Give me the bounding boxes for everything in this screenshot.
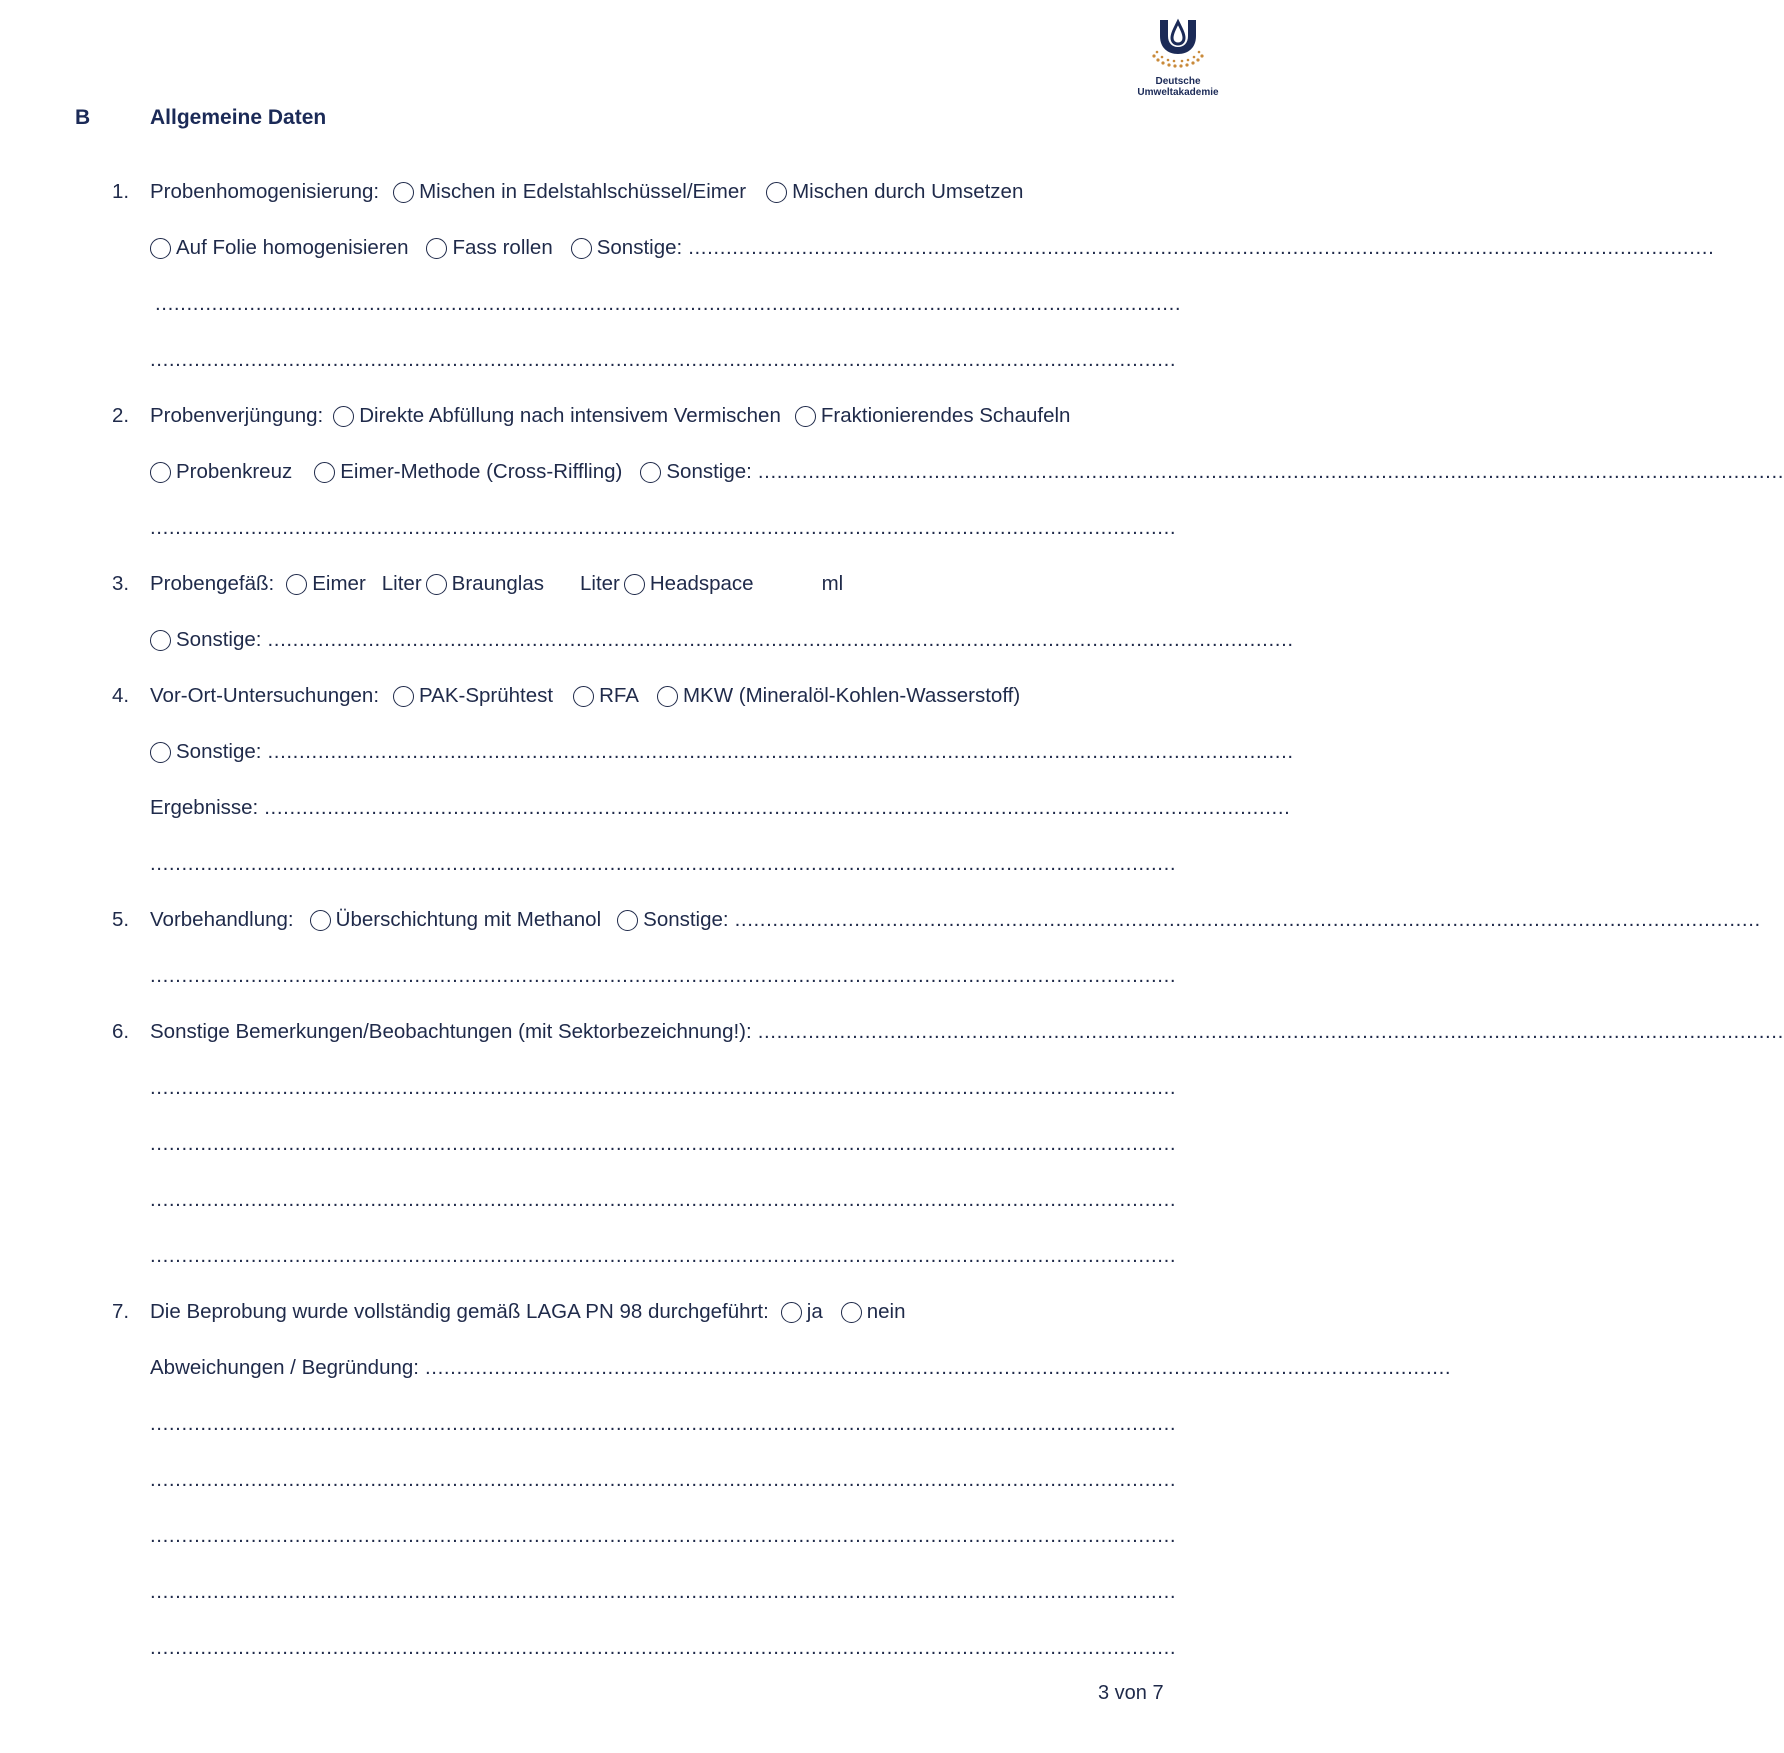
q2-row-2 [150, 460, 1784, 484]
q4-results-input[interactable]: ................................................................................................................................................................... [264, 796, 1291, 819]
radio-icon[interactable] [617, 910, 638, 931]
q3-number: 3. [112, 572, 130, 595]
q3-row-1 [150, 572, 843, 596]
q3-option-braunglas[interactable] [426, 572, 544, 596]
radio-icon[interactable] [426, 238, 447, 259]
q4-sonstige-input[interactable]: ................................................................................................................................................................... [267, 740, 1294, 763]
q4-number: 4. [112, 684, 130, 707]
logo-icon [1148, 14, 1208, 70]
q4-row-1 [150, 684, 1020, 708]
logo [1128, 14, 1228, 98]
q5-sonstige-input[interactable]: ................................................................................................................................................................... [734, 908, 1761, 931]
q6-number: 6. [112, 1020, 130, 1043]
q6-row-1 [150, 1020, 1784, 1044]
logo-text-line1: Deutsche [1155, 76, 1201, 87]
q7-option-ja[interactable] [781, 1300, 823, 1324]
q4-option-rfa[interactable] [573, 684, 639, 708]
q4-row-2 [150, 740, 1294, 764]
q1-option-sonstige[interactable] [571, 236, 682, 260]
q1-row-1 [150, 180, 1023, 204]
q5-label: Vorbehandlung: [150, 908, 294, 931]
q6-fill-line-1[interactable]: ................................................................................................................................................................... [150, 1076, 1177, 1099]
q2-sonstige-input[interactable]: ................................................................................................................................................................... [757, 460, 1784, 483]
radio-icon[interactable] [795, 406, 816, 427]
q2-option-direkt[interactable] [333, 404, 781, 428]
radio-icon[interactable] [150, 462, 171, 483]
radio-icon[interactable] [333, 406, 354, 427]
q1-option-umsetzen-label: Mischen durch Umsetzen [792, 180, 1024, 203]
q3-label: Probengefäß: [150, 572, 275, 595]
radio-icon[interactable] [766, 182, 787, 203]
q6-fill-line-3[interactable]: ................................................................................................................................................................... [150, 1188, 1177, 1211]
q1-option-fass[interactable] [426, 236, 552, 260]
q5-row-1 [150, 908, 1761, 932]
section-letter: B [75, 106, 91, 129]
q4-label: Vor-Ort-Untersuchungen: [150, 684, 380, 707]
q4-option-sonstige-label: Sonstige: [176, 740, 262, 763]
q2-option-eimer[interactable] [314, 460, 622, 484]
q5-number: 5. [112, 908, 130, 931]
q6-fill-line-4[interactable]: ................................................................................................................................................................... [150, 1244, 1177, 1267]
q7-option-nein-label: nein [866, 1300, 906, 1323]
q2-option-schaufeln[interactable] [795, 404, 1071, 428]
q3-option-sonstige-label: Sonstige: [176, 628, 262, 651]
q7-fill-line-3[interactable]: ................................................................................................................................................................... [150, 1524, 1177, 1547]
radio-icon[interactable] [150, 630, 171, 651]
q1-fill-line-2[interactable]: ................................................................................................................................................................... [150, 348, 1177, 371]
q2-row-1 [150, 404, 1070, 428]
q6-fill-line-2[interactable]: ................................................................................................................................................................... [150, 1132, 1177, 1155]
q2-option-sonstige[interactable] [640, 460, 751, 484]
q2-label: Probenverjüngung: [150, 404, 324, 427]
q4-row-3 [150, 796, 1291, 820]
q2-number: 2. [112, 404, 130, 427]
q1-option-sonstige-label: Sonstige: [596, 236, 683, 259]
logo-text-line2: Umweltakademie [1137, 87, 1219, 98]
radio-icon[interactable] [393, 686, 414, 707]
radio-icon[interactable] [310, 910, 331, 931]
q7-deviation-input[interactable]: ................................................................................................................................................................... [424, 1356, 1452, 1379]
q6-input[interactable]: ................................................................................................................................................................... [757, 1020, 1784, 1043]
page-number: 3 von 7 [1098, 1682, 1164, 1704]
q1-option-edelstahl[interactable] [393, 180, 746, 204]
radio-icon[interactable] [841, 1302, 862, 1323]
q7-row-1 [150, 1300, 906, 1324]
q3-row-2 [150, 628, 1294, 652]
q2-option-sonstige-label: Sonstige: [666, 460, 752, 483]
q4-fill-line-1[interactable]: ................................................................................................................................................................... [150, 852, 1177, 875]
q7-deviation-label: Abweichungen / Begründung: [150, 1356, 419, 1379]
q3-option-braunglas-label: Braunglas [451, 572, 544, 595]
radio-icon[interactable] [781, 1302, 802, 1323]
q2-option-eimer-label: Eimer-Methode (Cross-Riffling) [340, 460, 623, 483]
q7-fill-line-4[interactable]: ................................................................................................................................................................... [150, 1580, 1177, 1603]
radio-icon[interactable] [426, 574, 447, 595]
q5-option-methanol[interactable] [310, 908, 602, 932]
q4-option-sonstige[interactable] [150, 740, 261, 764]
radio-icon[interactable] [624, 574, 645, 595]
q3-option-eimer-label: Eimer [312, 572, 366, 595]
q4-results-label: Ergebnisse: [150, 796, 259, 819]
radio-icon[interactable] [286, 574, 307, 595]
q7-label: Die Beprobung wurde vollständig gemäß LAGA PN 98 durchgeführt: [150, 1300, 769, 1323]
q2-option-schaufeln-label: Fraktionierendes Schaufeln [820, 404, 1071, 427]
q7-option-ja-label: ja [806, 1300, 823, 1323]
q1-number: 1. [112, 180, 130, 203]
q2-fill-line-1[interactable]: ................................................................................................................................................................... [150, 516, 1177, 539]
q4-option-pak-label: PAK-Sprühtest [419, 684, 554, 707]
section-title: Allgemeine Daten [150, 106, 327, 129]
radio-icon[interactable] [573, 686, 594, 707]
q7-row-2 [150, 1356, 1452, 1380]
q3-unit-liter-2: Liter [579, 572, 620, 595]
q7-fill-line-1[interactable]: ................................................................................................................................................................... [150, 1412, 1177, 1435]
q4-option-mkw-label: MKW (Mineralöl-Kohlen-Wasserstoff) [682, 684, 1021, 707]
q3-option-eimer[interactable] [286, 572, 366, 596]
q5-option-sonstige[interactable] [617, 908, 728, 932]
q1-row-2 [150, 236, 1715, 260]
q3-option-headspace-label: Headspace [649, 572, 754, 595]
q4-option-pak[interactable] [393, 684, 553, 708]
q2-option-probenkreuz-label: Probenkreuz [176, 460, 293, 483]
q3-option-headspace[interactable] [624, 572, 754, 596]
q1-option-folie-label: Auf Folie homogenisieren [176, 236, 409, 259]
q1-option-fass-label: Fass rollen [452, 236, 553, 259]
q2-option-direkt-label: Direkte Abfüllung nach intensivem Vermischen [359, 404, 781, 427]
radio-icon[interactable] [571, 238, 592, 259]
q1-option-edelstahl-label: Mischen in Edelstahlschüssel/Eimer [419, 180, 747, 203]
q2-option-probenkreuz[interactable] [150, 460, 292, 484]
q7-number: 7. [112, 1300, 130, 1323]
q6-label: Sonstige Bemerkungen/Beobachtungen (mit Sektorbezeichnung!): [150, 1020, 752, 1043]
q1-sonstige-input[interactable]: ................................................................................................................................................................... [688, 236, 1715, 259]
q4-option-rfa-label: RFA [599, 684, 639, 707]
radio-icon[interactable] [150, 742, 171, 763]
q1-fill-line-1[interactable]: ................................................................................................................................................................... [155, 292, 1182, 315]
q7-fill-line-5[interactable]: ................................................................................................................................................................... [150, 1636, 1177, 1659]
radio-icon[interactable] [150, 238, 171, 259]
q5-option-sonstige-label: Sonstige: [643, 908, 729, 931]
q7-fill-line-2[interactable]: ................................................................................................................................................................... [150, 1468, 1177, 1491]
q1-option-folie[interactable] [150, 236, 408, 260]
q1-label: Probenhomogenisierung: [150, 180, 380, 203]
q3-unit-ml: ml [821, 572, 844, 595]
q3-sonstige-input[interactable]: ................................................................................................................................................................... [267, 628, 1294, 651]
q3-option-sonstige[interactable] [150, 628, 261, 652]
radio-icon[interactable] [314, 462, 335, 483]
q1-option-umsetzen[interactable] [766, 180, 1023, 204]
radio-icon[interactable] [393, 182, 414, 203]
q3-unit-liter-1: Liter [381, 572, 422, 595]
radio-icon[interactable] [640, 462, 661, 483]
radio-icon[interactable] [657, 686, 678, 707]
q5-fill-line-1[interactable]: ................................................................................................................................................................... [150, 964, 1177, 987]
q7-option-nein[interactable] [841, 1300, 906, 1324]
q5-option-methanol-label: Überschichtung mit Methanol [335, 908, 602, 931]
q4-option-mkw[interactable] [657, 684, 1020, 708]
